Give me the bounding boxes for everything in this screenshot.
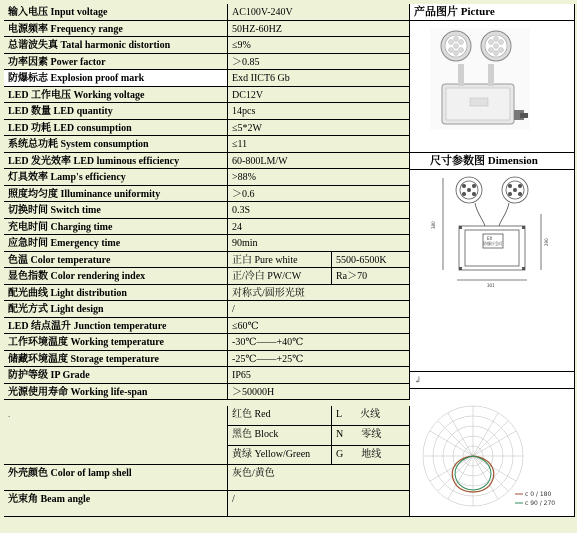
shell-value: 灰色/黄色 — [228, 465, 410, 491]
spec-value: 60-800LM/W — [228, 153, 410, 169]
spec-label: 配光曲线 Light distribution — [4, 285, 228, 301]
wire-function: L 火线 — [332, 406, 410, 426]
spec-label: 功率因素 Power factor — [4, 54, 228, 70]
wiring-left: . — [4, 406, 228, 465]
spec-value: 对称式/圆形光斑 — [228, 285, 410, 301]
spec-value: ≤11 — [228, 136, 410, 153]
spec-label: 光源使用寿命 Working life-span — [4, 384, 228, 400]
spec-value: 0.3S — [228, 202, 410, 219]
dim-label-1: EX — [487, 236, 493, 241]
spec-label: LED 结点温升 Junction temperature — [4, 318, 228, 334]
dimension-drawing — [423, 174, 563, 290]
spec-label: 输入电压 Input voltage — [4, 4, 228, 21]
spec-label: 充电时间 Charging time — [4, 219, 228, 235]
dim-num-1: 380 — [431, 221, 436, 229]
spec-label: LED 发光效率 LED luminous efficiency — [4, 153, 228, 169]
spec-value: -30℃——+40℃ — [228, 334, 410, 351]
polar-legend-0: c 0 / 180 — [525, 491, 552, 498]
spec-value-2: Ra＞70 — [332, 268, 410, 285]
spec-label: LED 功耗 LED consumption — [4, 120, 228, 136]
spec-value: ≤9% — [228, 37, 410, 54]
spec-label: 照度均匀度 Illuminance uniformity — [4, 186, 228, 202]
dim-label-2: 防爆应急灯 — [483, 241, 503, 246]
dimension-header: 尺寸参数图 Dimension — [410, 153, 575, 170]
spec-label: 显色指数 Color rendering index — [4, 268, 228, 285]
spec-label: 储藏环境温度 Storage temperature — [4, 351, 228, 367]
wire-function: G 地线 — [332, 446, 410, 465]
spec-value: ＞0.85 — [228, 54, 410, 70]
spec-value: 24 — [228, 219, 410, 235]
spec-value: AC100V-240V — [228, 4, 410, 21]
spec-value-2: 5500-6500K — [332, 252, 410, 268]
spec-value: >88% — [228, 169, 410, 186]
spec-label: LED 工作电压 Working voltage — [4, 87, 228, 103]
spec-value: IP65 — [228, 367, 410, 384]
spec-label: 灯具效率 Lamp's efficiency — [4, 169, 228, 186]
spec-value: 50HZ-60HZ — [228, 21, 410, 37]
wire-color: 黑色 Block — [228, 426, 332, 446]
spec-value: 正白 Pure white — [228, 252, 332, 268]
spec-label: 防护等级 IP Grade — [4, 367, 228, 384]
wire-function: N 零线 — [332, 426, 410, 446]
wire-color: 黄绿 Yellow/Green — [228, 446, 332, 465]
spec-label: 应急时间 Emergency time — [4, 235, 228, 252]
spec-value: ＞0.6 — [228, 186, 410, 202]
spec-value: 正/冷白 PW/CW — [228, 268, 332, 285]
spec-label: 总谐波失真 Tatal harmonic distortion — [4, 37, 228, 54]
picture-header: 产品图片 Picture — [410, 4, 575, 21]
spec-label: 切换时间 Switch time — [4, 202, 228, 219]
spec-label: 电源频率 Frequency range — [4, 21, 228, 37]
spec-value: -25℃——+25℃ — [228, 351, 410, 367]
shell-label: 外壳颜色 Color of lamp shell — [4, 465, 228, 491]
spec-label: 配光方式 Light design — [4, 301, 228, 318]
spec-value: Exd IICT6 Gb — [228, 70, 410, 87]
polar-legend-1: c 90 / 270 — [525, 500, 556, 507]
spec-value: DC12V — [228, 87, 410, 103]
polar-chart — [413, 402, 573, 512]
wire-color: 红色 Red — [228, 406, 332, 426]
beam-label: 光束角 Beam angle — [4, 491, 228, 517]
spec-label: LED 数量 LED quantity — [4, 103, 228, 120]
spec-value: 14pcs — [228, 103, 410, 120]
spec-value: ＞50000H — [228, 384, 410, 400]
spec-label: 防爆标志 Explosion proof mark — [4, 70, 228, 87]
spec-label: 系统总功耗 System consumption — [4, 136, 228, 153]
spec-label: 工作环境温度 Working temperature — [4, 334, 228, 351]
beam-value: / — [228, 491, 410, 517]
ip-right-cell: ↲ — [410, 372, 575, 389]
product-photo — [430, 28, 530, 130]
spec-value: ≤60℃ — [228, 318, 410, 334]
spec-value: / — [228, 301, 410, 318]
dim-num-3: 290 — [544, 238, 549, 246]
spec-label: 色温 Color temperature — [4, 252, 228, 268]
dim-num-2: 301 — [487, 283, 495, 288]
spec-value: 90min — [228, 235, 410, 252]
spec-value: ≤5*2W — [228, 120, 410, 136]
